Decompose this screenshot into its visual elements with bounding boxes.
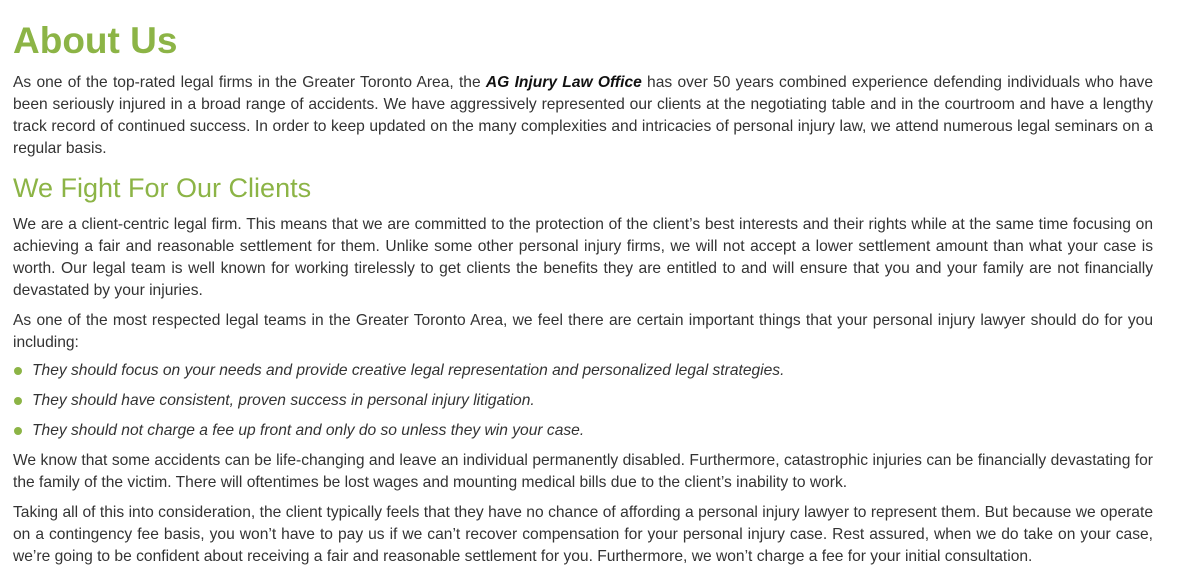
contingency-fee-paragraph: Taking all of this into consideration, the client typically feels that they have no chance of affording a personal injury lawyer to represent them. But because we operate on a contingency fee basis, you won’t have to pay us if we can’t recover compensation for your personal injury case. Rest assured, when we do take on your case, we’re going to be confident about receiving a fair and reasonable settlement for you. Furthermore, we won’t charge a fee for your initial consultation.	[13, 504, 1153, 565]
list-item-text: They should not charge a fee up front and only do so unless they win your case.	[32, 422, 585, 439]
list-item-text: They should have consistent, proven success in personal injury litigation.	[32, 392, 535, 409]
respected-team-paragraph: As one of the most respected legal teams in the Greater Toronto Area, we feel there are certain important things that your personal injury lawyer should do for you including:	[13, 312, 1153, 351]
about-us-heading: About Us	[13, 20, 178, 61]
list-item	[13, 420, 1153, 442]
firm-name: AG Injury Law Office	[485, 74, 642, 91]
list-item-text: They should focus on your needs and provide creative legal representation and personalized legal strategies.	[32, 362, 785, 379]
client-centric-paragraph: We are a client-centric legal firm. This means that we are committed to the protection of the client’s best interests and their rights while at the same time focusing on achieving a fair and reasonable settlement for them. Unlike some other personal injury firms, we will not accept a lower settlement amount than what your case is worth. Our legal team is well known for working tirelessly to get clients the benefits they are entitled to and will ensure that you and your family are not financially devastated by your injuries.	[13, 216, 1153, 299]
lawyer-qualities-list	[13, 360, 1153, 442]
intro-text-end: has over 50 years combined experience defending individuals who have been seriously injured in a broad range of accidents. We have aggressively represented our clients at the negotiating table and in the courtroom and have a lengthy track record of continued success. In order to keep updated on the many complexities and intricacies of personal injury law, we attend numerous legal seminars on a regular basis.	[13, 74, 1153, 157]
list-item	[13, 390, 1153, 412]
bullet-dot-icon	[14, 367, 22, 375]
bullet-dot-icon	[14, 397, 22, 405]
life-changing-paragraph: We know that some accidents can be life-changing and leave an individual permanently disabled. Furthermore, catastrophic injuries can be financially devastating for the family of the victim. There will oftentimes be lost wages and mounting medical bills due to the client’s inability to work.	[13, 452, 1153, 491]
list-item	[13, 360, 1153, 382]
fight-for-clients-heading: We Fight For Our Clients	[13, 173, 312, 203]
about-intro-paragraph	[13, 72, 1153, 160]
intro-text-start: As one of the top-rated legal firms in the Greater Toronto Area, the	[13, 74, 486, 91]
bullet-dot-icon	[14, 427, 22, 435]
